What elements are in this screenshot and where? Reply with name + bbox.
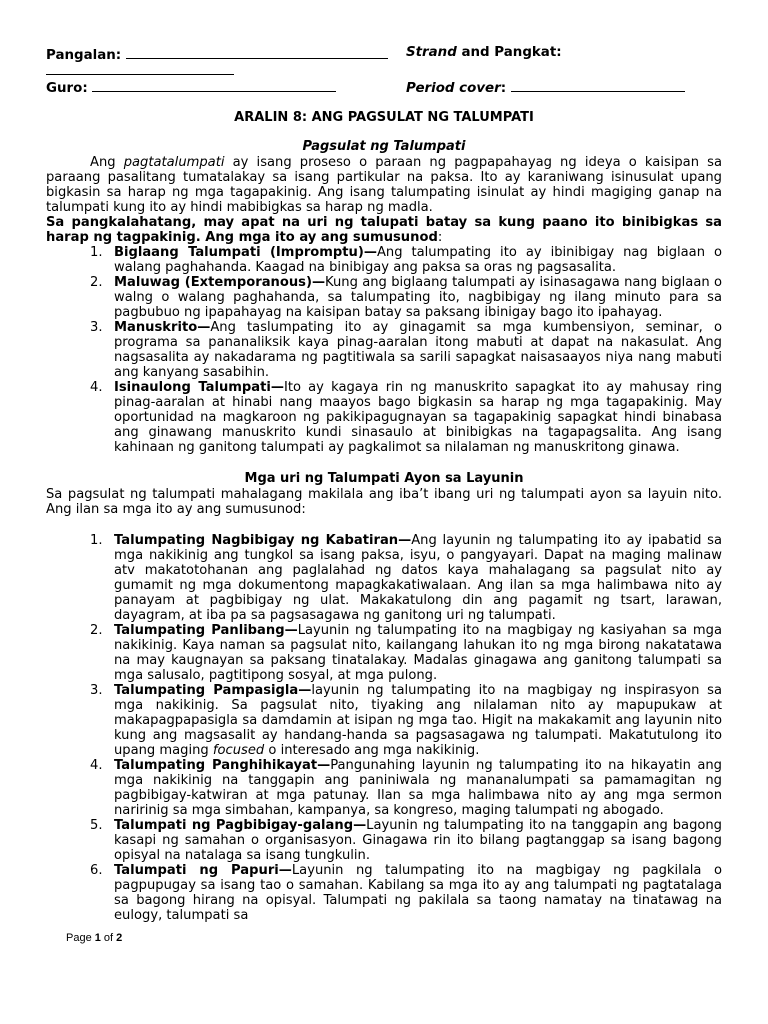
purpose-types-list <box>46 533 722 923</box>
item-term: Biglaang Talumpati (Impromptu)— <box>114 245 377 260</box>
period-label-em: Period cover <box>406 81 501 96</box>
teacher-label: Guro: <box>46 81 88 96</box>
footer-of-word: of <box>100 932 117 944</box>
lead-colon: : <box>437 230 443 245</box>
intro-pre: Ang <box>90 155 124 170</box>
footer-page-number: 1 <box>94 932 101 944</box>
item-number: 6. <box>90 863 103 878</box>
item-em: focused <box>212 743 265 758</box>
item-term: Talumpating Panlibang— <box>114 623 298 638</box>
item-number: 3. <box>90 320 103 335</box>
item-term: Talumpati ng Papuri— <box>114 863 292 878</box>
section2-heading: Mga uri ng Talumpati Ayon sa Layunin <box>244 471 524 486</box>
name-blank[interactable] <box>126 45 388 59</box>
period-blank[interactable] <box>511 78 685 92</box>
list-item <box>46 818 722 863</box>
list-item <box>46 320 722 380</box>
item-tail: o interesado ang mga nakikinig. <box>264 743 480 758</box>
section1-lead <box>46 215 722 245</box>
item-term: Talumpati ng Pagbibigay-galang— <box>114 818 367 833</box>
lesson-title: ARALIN 8: ANG PAGSULAT NG TALUMPATI <box>234 110 534 125</box>
teacher-field[interactable] <box>46 78 336 97</box>
item-number: 1. <box>90 245 103 260</box>
list-item <box>46 623 722 683</box>
item-term: Manuskrito— <box>114 320 211 335</box>
item-number: 4. <box>90 758 103 773</box>
section2-body <box>46 487 722 923</box>
strand-label-rest: and Pangkat: <box>456 45 562 60</box>
item-term: Maluwag (Extemporanous)— <box>114 275 326 290</box>
strand-blank[interactable] <box>46 61 234 75</box>
item-text: Kung ang biglaang talumpati ay isinasagawa nang biglaan o walng o walang paghahanda, sa talumpating ito, nagbibigay ng ilang minuto para sa pagbubuo ng ipapahayag na kaisipan batay sa paksang ibinigay bago ito ipahayag. <box>114 275 722 320</box>
list-item <box>46 275 722 320</box>
section1-body <box>46 155 722 455</box>
intro-em: pagtatalumpati <box>123 155 225 170</box>
item-number: 2. <box>90 275 103 290</box>
list-item <box>46 683 722 758</box>
intro-post: ay isang proseso o paraan ng pagpapahayag ng ideya o kaisipan sa paraang pasalitang tumatalakay sa isang partikular na paksa. Ito ay karaniwang isinusulat upang bigkasin sa harap ng mga tagapakinig. Ang isang talumpating isinulat ay hindi magiging ganap na talumpati kung ito ay hindi mabibigkas sa harap ng madla. <box>46 155 722 215</box>
item-text: Layunin ng talumpating ito na tanggapin ang bagong kasapi ng samahan o organisasyon. Ginagawa rin ito bilang pagtanggap sa isang bagong opisyal na natalaga sa isang tungkulin. <box>114 818 722 863</box>
teacher-blank[interactable] <box>92 78 336 92</box>
item-text: Ang layunin ng talumpating ito ay ipabatid sa mga nakikinig ang tungkol sa isang paksa, isyu, o pangyayari. Dapat na maging malinaw atv makatotohanan ang paglalahad ng datos kaya mahalagang sa pagsulat nito ay gumamit ng mga dokumentong mapagkakatiwalaan. Ang ilan sa mga halimbawa nito ay panayam at pagbibigay ng ulat. Makakatulong din ang pagamit ng tsart, larawan, dayagram, at iba pa sa pagsasagawa ng ganitong uri ng talumpati. <box>114 533 722 623</box>
item-number: 1. <box>90 533 103 548</box>
item-number: 2. <box>90 623 103 638</box>
item-term: Isinaulong Talumpati— <box>114 380 284 395</box>
item-term: Talumpating Panghihikayat— <box>114 758 331 773</box>
section2-intro: Sa pagsulat ng talumpati mahalagang makilala ang iba’t ibang uri ng talumpati ayon sa layuin nito. Ang ilan sa mga ito ay ang sumusunod: <box>46 487 722 517</box>
list-item <box>46 380 722 455</box>
item-term: Talumpating Nagbibigay ng Kabatiran— <box>114 533 412 548</box>
item-text: Ito ay kagaya rin ng manuskrito sapagkat ito ay mahusay ring pinag-aaralan at hinabi nang maayos bago bigkasin sa harap ng mga tagapakinig. May oportunidad na magkaroon ng pakikipagugnayan sa tagapakinig sapagkat hindi binabasa ang ginawang manuskrito kundi sinasaulo at binibigkas na tagapagsalita. Ang isang kahinaan ng ganitong talumpati ay pagkalimot sa nilalaman ng manuskritong ginawa. <box>114 380 723 455</box>
footer-page-word: Page <box>66 932 95 944</box>
list-item <box>46 533 722 623</box>
item-text: Pangunahing layunin ng talumpating ito na hikayatin ang mga nakikinig na tanggapin ang paniniwala ng mananalumpati sa pamamagitan ng pagbibigay-katwiran at mga patunay. Ilan sa mga halimbawa nito ay ang mga sermon naririnig sa mga simbahan, kampanya, sa kongreso, maging talumpati ng abogado. <box>114 758 722 818</box>
strand-label-em: Strand <box>406 45 457 60</box>
lead-bold: Sa pangkalahatang, may apat na uri ng talupati batay sa kung paano ito binibigkas sa harap ng tagpakinig. Ang mga ito ay ang sumusunod <box>46 215 722 245</box>
item-text: Ang taslumpating ito ay ginagamit sa mga kumbensiyon, seminar, o programa sa pananaliksik kaya pinag-aaralan itong mabuti at dapat na nakasulat. Ang nagsasalita ay nakadarama ng pagtitiwala sa sarili sapagkat naisasaayos niya nang mabuti ang kanyang sasabihin. <box>114 320 722 380</box>
page-footer <box>66 932 122 944</box>
strand-field <box>406 45 562 61</box>
item-text: layunin ng talumpating ito na magbigay ng inspirasyon sa mga nakikinig. Sa pagsulat nito, tiyaking ang nilalaman nito ay mapupukaw at makapagpapasigla sa damdamin at isipan ng mga tao. Higit na makakamit ang layunin nito kung ang magsasalit ay handang-handa sa pagsasagawa ng talumpati. Makatutulong ito upang maging <box>114 683 722 758</box>
item-number: 3. <box>90 683 103 698</box>
item-number: 4. <box>90 380 103 395</box>
name-label: Pangalan: <box>46 48 122 63</box>
list-item <box>46 863 722 923</box>
delivery-types-list <box>46 245 722 455</box>
item-number: 5. <box>90 818 103 833</box>
item-text: Ang talumpating ito ay ibinibigay nag biglaan o walang paghahanda. Kaagad na binibigay ang paksa sa oras ng pagsasalita. <box>114 245 722 275</box>
section1-heading: Pagsulat ng Talumpati <box>302 139 466 154</box>
item-text: Layunin ng talumpating ito na magbigay ng kasiyahan sa mga nakikinig. Kaya naman sa pagsulat nito, kailangang lahukan ito ng mga birong nakatatawa na may kaugnayan sa paksang tinatalakay. Madalas ginagawa ang ganitong talumpati sa mga salusalo, pagtitipong sosyal, at mga pulong. <box>114 623 722 683</box>
period-label-rest: : <box>500 81 507 96</box>
list-item <box>46 245 722 275</box>
period-field[interactable] <box>406 78 685 97</box>
footer-page-total: 2 <box>116 932 123 944</box>
item-text: Layunin ng talumpating ito na magbigay ng pagkilala o pagpupugay sa isang tao o samahan. Kabilang sa mga ito ay ang talumpati ng pagtatalaga sa bagong hirang na opisyal. Talumpati ng pakilala sa taong namatay na tinatawag na eulogy, talumpati sa <box>114 863 722 923</box>
item-term: Talumpating Pampasigla— <box>114 683 312 698</box>
list-item <box>46 758 722 818</box>
section1-intro <box>46 155 722 215</box>
